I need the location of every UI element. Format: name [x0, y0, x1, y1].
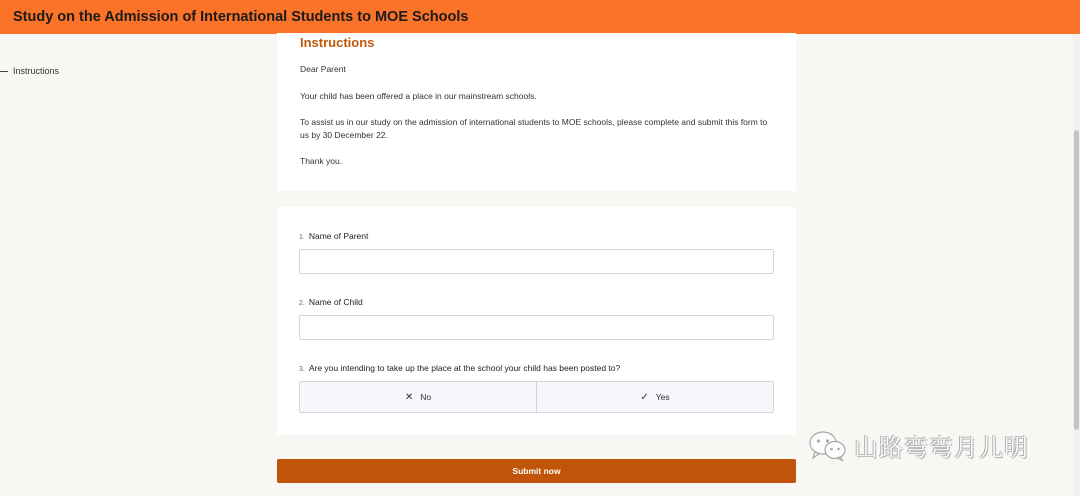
- question-number: 1.: [299, 234, 305, 241]
- instructions-greeting: Dear Parent: [300, 64, 346, 74]
- page-title: Study on the Admission of International Students to MOE Schools: [13, 9, 469, 25]
- active-indicator: [0, 71, 8, 72]
- watermark-text: 山路弯弯月儿明: [854, 434, 1029, 462]
- instructions-closing: Thank you.: [300, 156, 343, 166]
- watermark: [808, 428, 1029, 463]
- instructions-title: Instructions: [300, 35, 375, 50]
- instructions-paragraph: To assist us in our study on the admission of international students to MOE schools, please complete and submit this form to us by 30 December 22.: [300, 117, 768, 140]
- scrollbar-thumb[interactable]: [1074, 130, 1079, 430]
- instructions-paragraph: Your child has been offered a place in our mainstream schools.: [300, 90, 537, 101]
- question-text: Name of Parent: [308, 231, 369, 241]
- wechat-icon: [808, 429, 848, 463]
- question-3-label: [299, 363, 620, 373]
- child-name-input[interactable]: [299, 315, 774, 340]
- question-number: 3.: [299, 366, 305, 373]
- posting-choice-group: [299, 381, 774, 413]
- question-1-label: [299, 231, 368, 241]
- form-card: [277, 207, 796, 435]
- check-icon: ✓: [640, 391, 649, 403]
- sidebar-item-instructions[interactable]: [0, 66, 59, 76]
- question-text: Are you intending to take up the place at the school your child has been posted to?: [308, 363, 621, 373]
- parent-name-input[interactable]: [299, 249, 774, 274]
- choice-label: Yes: [655, 392, 670, 402]
- page-header: [0, 0, 1080, 34]
- submit-button[interactable]: Submit now: [277, 459, 796, 483]
- question-text: Name of Child: [308, 297, 363, 307]
- choice-no-button[interactable]: [300, 382, 536, 412]
- question-number: 2.: [299, 300, 305, 307]
- choice-yes-button[interactable]: [536, 382, 773, 412]
- sidebar-item-label: Instructions: [13, 66, 60, 76]
- x-icon: ✕: [404, 391, 414, 403]
- instructions-card: [277, 33, 796, 191]
- choice-label: No: [420, 392, 432, 402]
- question-2-label: [299, 297, 363, 307]
